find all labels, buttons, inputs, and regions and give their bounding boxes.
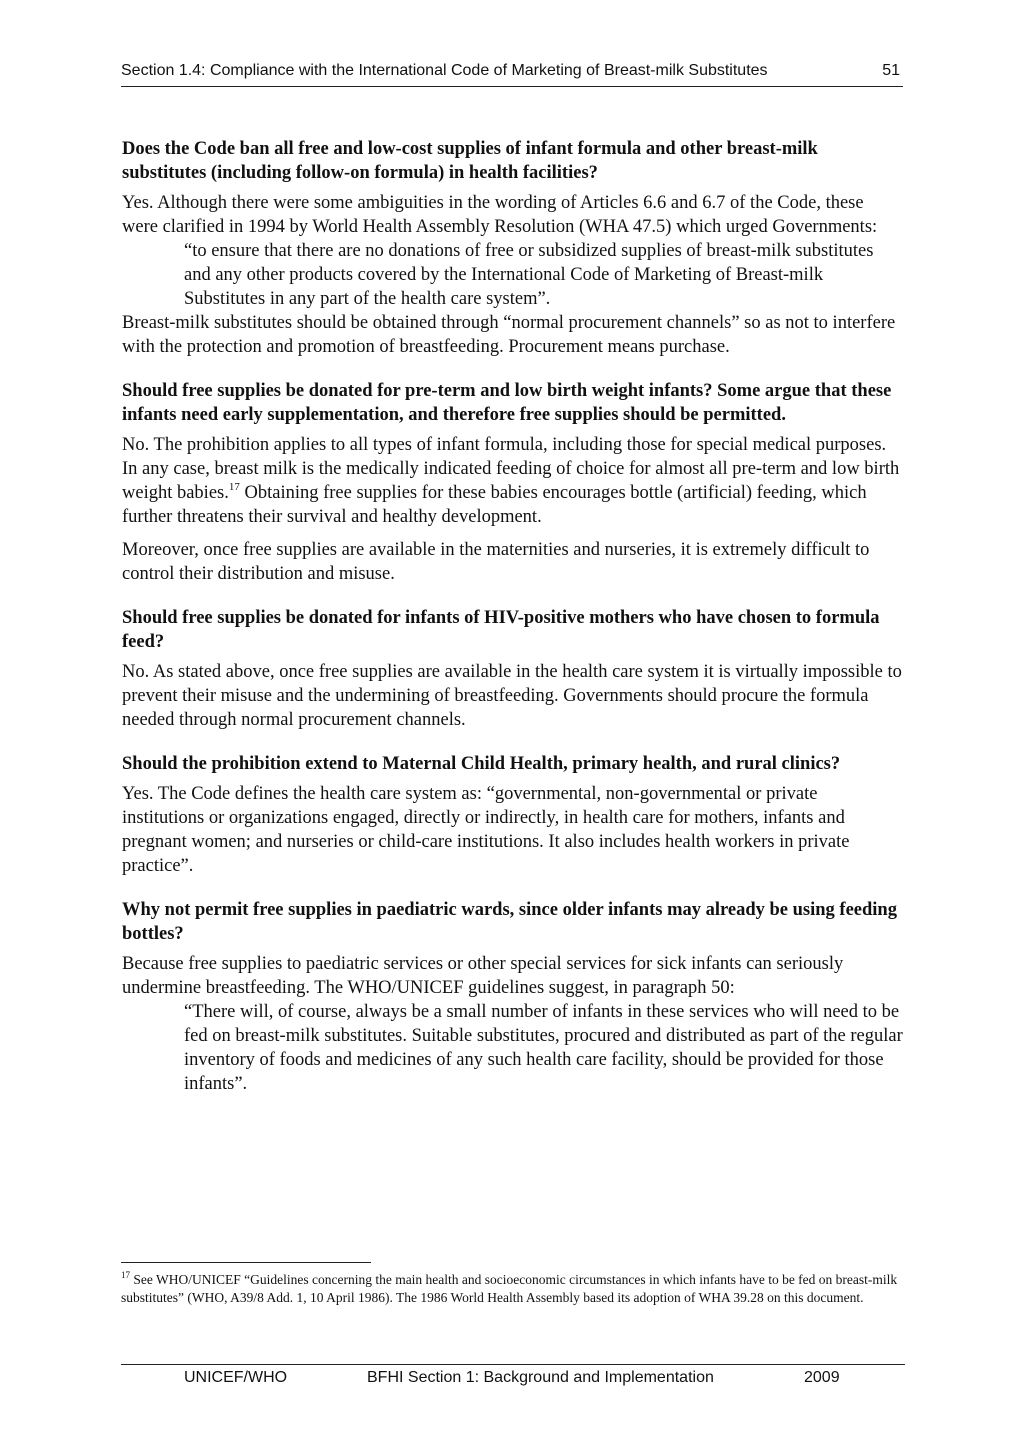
qa-section-3 <box>122 606 904 732</box>
page-number: 51 <box>882 62 900 79</box>
question-heading: Should free supplies be donated for pre-term and low birth weight infants? Some argue that these infants need early supplementation, and therefore free supplies should be permitted. <box>122 381 892 425</box>
answer-paragraph: Moreover, once free supplies are available in the maternities and nurseries, it is extremely difficult to control their distribution and misuse. <box>122 540 870 584</box>
answer-paragraph: Yes. Although there were some ambiguities in the wording of Articles 6.6 and 6.7 of the Code, these were clarified in 1994 by World Health Assembly Resolution (WHA 47.5) which urged Governments: <box>122 193 878 237</box>
footnote-separator <box>121 1262 371 1263</box>
qa-section-1 <box>122 137 904 359</box>
footer-year: 2009 <box>804 1369 840 1386</box>
answer-text: No. The prohibition applies to all types of infant formula, including those for special medical purposes. In any case, breast milk is the medically indicated feeding of choice for almost all pre-term and low birth weight babies. <box>122 435 900 503</box>
footer-organization: UNICEF/WHO <box>184 1369 288 1386</box>
footer-rule <box>121 1364 905 1365</box>
footnote-reference[interactable]: 17 <box>228 481 240 493</box>
answer-paragraph <box>122 433 904 529</box>
footnote-text: See WHO/UNICEF “Guidelines concerning the main health and socioeconomic circumstances in which infants have to be fed on breast-milk substitutes” (WHO, A39/8 Add. 1, 10 April 1986). The 1986 World Health Assembly based its adoption of WHA 39.28 on this document. <box>121 1272 898 1305</box>
qa-section-5 <box>122 898 904 1096</box>
answer-paragraph: Breast-milk substitutes should be obtained through “normal procurement channels” so as not to interfere with the protection and promotion of breastfeeding. Procurement means purchase. <box>122 313 896 357</box>
question-heading: Does the Code ban all free and low-cost supplies of infant formula and other breast-milk substitutes (including follow-on formula) in health facilities? <box>122 139 818 183</box>
header-title: Section 1.4: Compliance with the International Code of Marketing of Breast-milk Substitutes <box>121 62 768 79</box>
qa-section-4 <box>122 752 904 878</box>
question-heading: Why not permit free supplies in paediatric wards, since older infants may already be using feeding bottles? <box>122 900 897 944</box>
question-heading: Should free supplies be donated for infants of HIV-positive mothers who have chosen to formula feed? <box>122 608 880 652</box>
footnote <box>121 1271 903 1307</box>
answer-paragraph: No. As stated above, once free supplies are available in the health care system it is virtually impossible to prevent their misuse and the undermining of breastfeeding. Governments should procure the formula needed through normal procurement channels. <box>122 662 902 730</box>
answer-paragraph: Yes. The Code defines the health care system as: “governmental, non-governmental or private institutions or organizations engaged, directly or indirectly, in health care for mothers, infants and pregnant women; and nurseries or child-care institutions. It also includes health workers in private practice”. <box>122 784 850 876</box>
footnote-number: 17 <box>121 1270 130 1280</box>
question-heading: Should the prohibition extend to Maternal Child Health, primary health, and rural clinics? <box>122 754 841 774</box>
block-quote: “to ensure that there are no donations of free or subsidized supplies of breast-milk substitutes and any other products covered by the International Code of Marketing of Breast-milk Substitutes in any part of the health care system”. <box>184 241 874 309</box>
qa-section-2 <box>122 379 904 586</box>
document-body <box>122 137 904 1096</box>
answer-paragraph: Because free supplies to paediatric services or other special services for sick infants can seriously undermine breastfeeding. The WHO/UNICEF guidelines suggest, in paragraph 50: <box>122 954 844 998</box>
block-quote: “There will, of course, always be a small number of infants in these services who will need to be fed on breast-milk substitutes. Suitable substitutes, procured and distributed as part of the regular inventory of foods and medicines of any such health care facility, should be provided for those infants”. <box>184 1002 903 1094</box>
footer-document-title: BFHI Section 1: Background and Implementation <box>367 1369 714 1386</box>
page-header <box>121 60 903 87</box>
answer-text: Obtaining free supplies for these babies encourages bottle (artificial) feeding, which further threatens their survival and healthy development. <box>122 483 867 527</box>
